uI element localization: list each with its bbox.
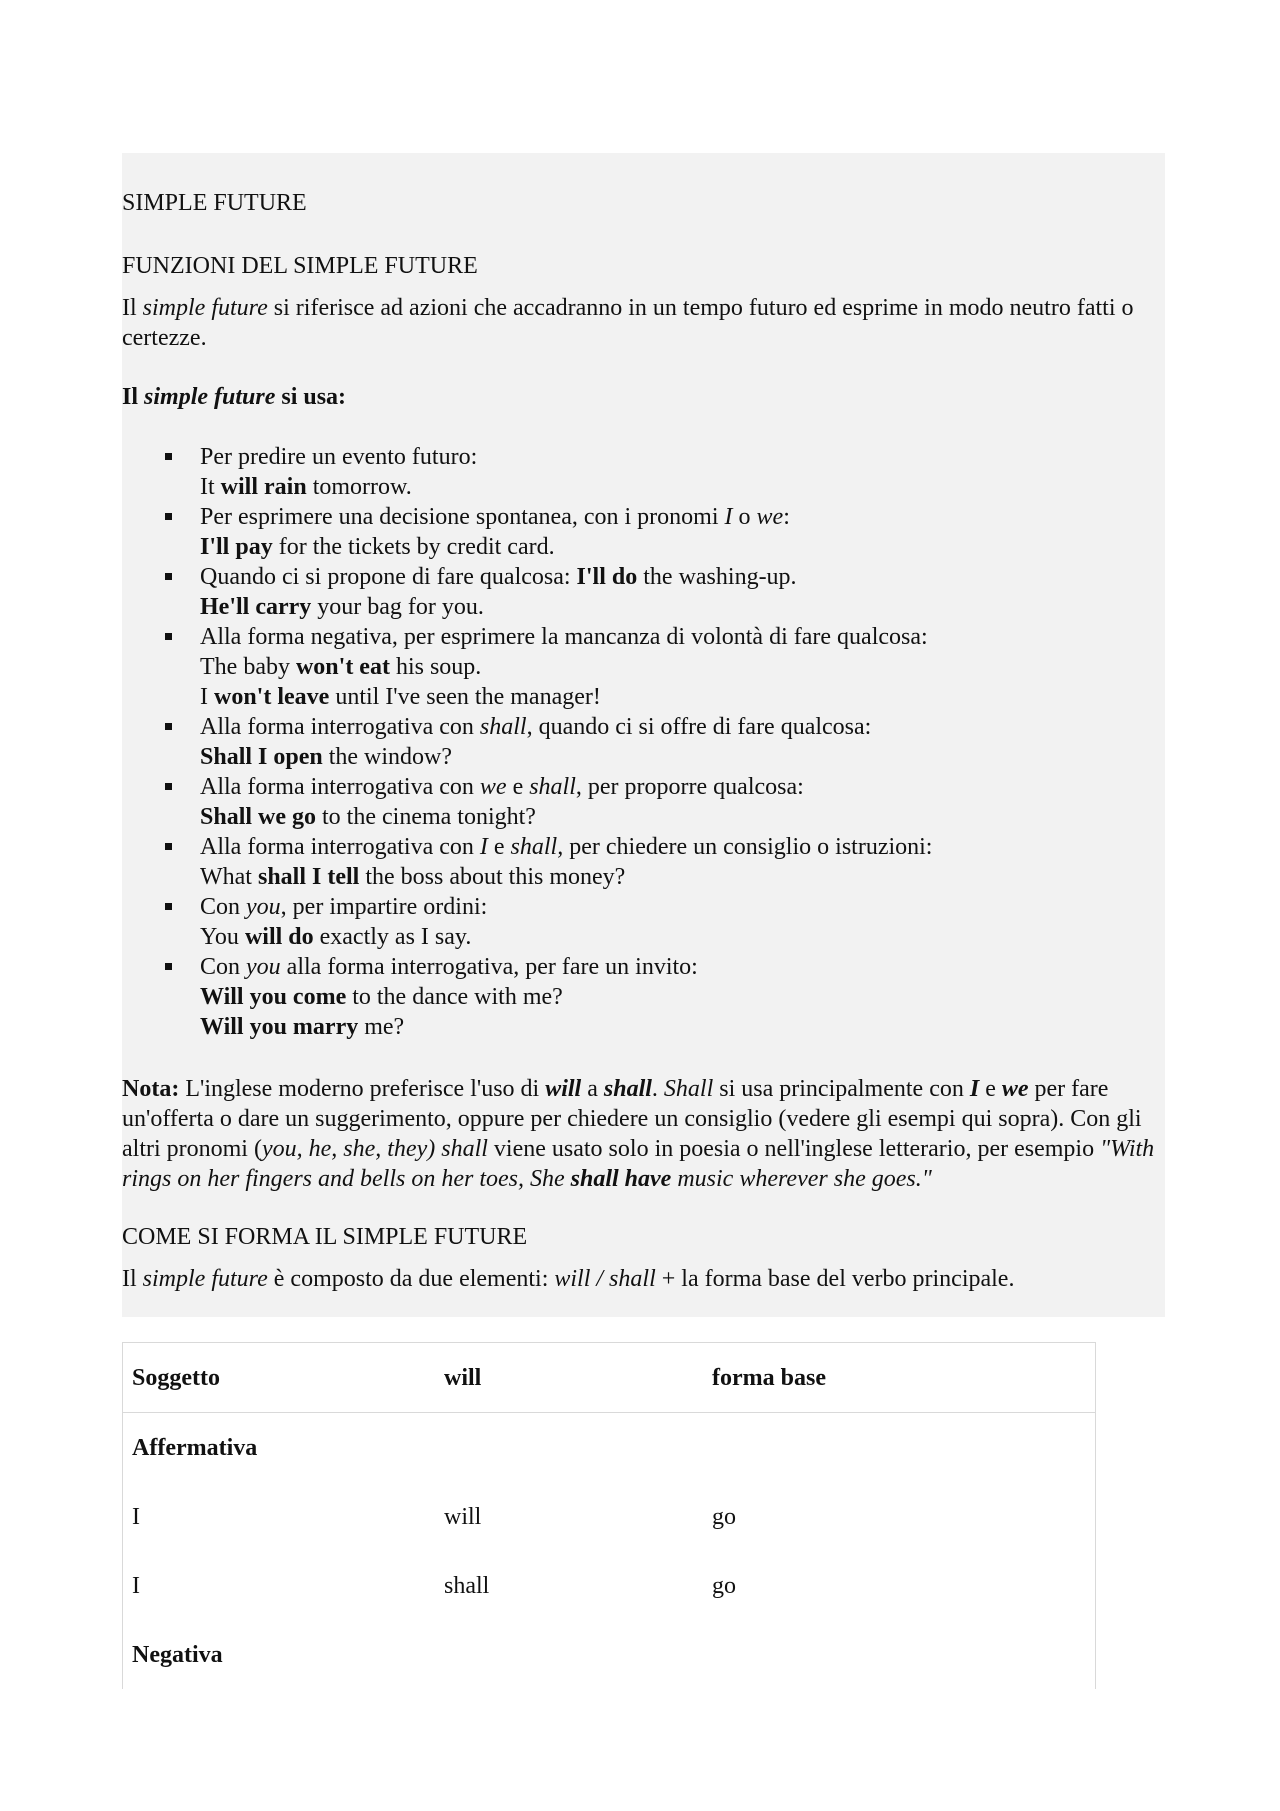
text-run: shall have — [570, 1166, 672, 1192]
form-paragraph — [122, 1264, 1162, 1294]
uses-heading — [122, 382, 1162, 412]
section-label: Negativa — [132, 1641, 223, 1668]
intro-paragraph — [122, 293, 1162, 353]
page-title: SIMPLE FUTURE — [122, 190, 307, 216]
list-item — [122, 712, 1162, 772]
example-sentence — [200, 802, 1162, 832]
use-label — [200, 832, 1162, 862]
text-run: per chiedere un consiglio o istruzioni: — [563, 834, 933, 860]
text-run: si usa principalmente con — [713, 1076, 970, 1102]
text-run: I — [969, 1076, 980, 1102]
text-run: until I've seen the manager! — [329, 684, 601, 710]
text-run: Con — [200, 954, 247, 980]
text-run: to the cinema tonight? — [316, 804, 536, 830]
text-run: + la forma base del verbo principale. — [655, 1266, 1015, 1292]
table-cell: go — [712, 1503, 736, 1530]
text-run: Alla forma interrogativa con — [200, 774, 480, 800]
text-run: Alla forma interrogativa con — [200, 714, 480, 740]
text-run: exactly as I say. — [313, 924, 472, 950]
use-label — [200, 892, 1162, 922]
text-run: you, he, she, they) — [261, 1136, 436, 1162]
text-run: I'll pay — [200, 534, 273, 560]
example-sentence — [200, 652, 1162, 682]
text-run: Con — [200, 894, 247, 920]
text-run: for the tickets by credit card. — [272, 534, 555, 560]
example-sentence — [200, 472, 1162, 502]
table-header-row — [123, 1343, 1096, 1413]
text-run: e — [979, 1076, 1002, 1102]
list-item — [122, 832, 1162, 892]
text-run: I — [479, 834, 488, 860]
table-row — [123, 1551, 1096, 1620]
table-row — [123, 1482, 1096, 1551]
text-run: to the dance with me? — [346, 984, 563, 1010]
text-run: shall I tell — [257, 864, 360, 890]
text-run: e — [487, 834, 511, 860]
text-run: You — [200, 924, 245, 950]
text-run: will — [545, 1076, 582, 1102]
column-header: Soggetto — [123, 1343, 436, 1413]
text-run: per fare un'offerta o dare un suggerimento, oppure per chiedere un consiglio (vedere gli esempi qui sopra). Con gli altri pronomi ( — [122, 1076, 1142, 1162]
text-run: you — [246, 894, 281, 920]
section-heading-functions: FUNZIONI DEL SIMPLE FUTURE — [122, 253, 478, 279]
text-run: Il — [122, 384, 145, 410]
text-run: simple future — [142, 1266, 268, 1292]
text-run: shall — [529, 774, 576, 800]
text-run: He'll carry — [200, 594, 312, 620]
example-sentence — [200, 742, 1162, 772]
text-run: si usa: — [275, 384, 347, 410]
text-run: your bag for you. — [311, 594, 484, 620]
table-row — [123, 1413, 1096, 1483]
text-run: a — [581, 1076, 604, 1102]
table-cell: go — [712, 1572, 736, 1599]
uses-list — [122, 442, 1162, 1042]
text-run: : — [783, 504, 790, 530]
example-sentence — [200, 592, 1162, 622]
list-item — [122, 502, 1162, 562]
text-run: will rain — [220, 474, 307, 500]
text-run: Shall we go — [200, 804, 317, 830]
use-label — [200, 952, 1162, 982]
text-run: Will you come — [200, 984, 347, 1010]
use-label — [200, 772, 1162, 802]
example-sentence — [200, 982, 1162, 1012]
text-run: , per impartire ordini: — [280, 894, 488, 920]
note-paragraph — [122, 1074, 1162, 1194]
text-run: we — [756, 504, 784, 530]
table-cell: I — [132, 1503, 140, 1530]
text-run: will / shall — [554, 1266, 656, 1292]
text-run: I'll do — [576, 564, 638, 590]
list-item — [122, 622, 1162, 712]
list-item — [122, 442, 1162, 502]
table-cell: I — [132, 1572, 140, 1599]
example-sentence — [200, 532, 1162, 562]
text-run: shall, — [510, 834, 564, 860]
text-run: Quando ci si propone di fare qualcosa: — [200, 564, 577, 590]
example-sentence — [200, 922, 1162, 952]
use-label — [200, 442, 1162, 472]
text-run: è composto da due elementi: — [267, 1266, 555, 1292]
text-run: Il — [122, 295, 143, 321]
text-run: shall — [441, 1136, 488, 1162]
example-sentence — [200, 1012, 1162, 1042]
list-item — [122, 952, 1162, 1042]
section-heading-form: COME SI FORMA IL SIMPLE FUTURE — [122, 1224, 528, 1250]
text-run: Shall I open — [200, 744, 323, 770]
use-label — [200, 502, 1162, 532]
text-run: Il — [122, 1266, 143, 1292]
section-label: Affermativa — [132, 1434, 258, 1461]
text-run: won't leave — [214, 684, 330, 710]
text-run: Will you marry — [200, 1014, 359, 1040]
text-run: the washing-up. — [637, 564, 797, 590]
text-run: The baby — [200, 654, 296, 680]
text-run: What — [200, 864, 258, 890]
text-run: me? — [358, 1014, 405, 1040]
list-item — [122, 772, 1162, 832]
text-run: e — [506, 774, 530, 800]
text-run: simple future — [142, 295, 268, 321]
text-run: alla forma interrogativa, per fare un invito: — [280, 954, 698, 980]
text-run: Nota: — [122, 1076, 180, 1102]
text-run: I — [200, 684, 214, 710]
text-run: tomorrow. — [306, 474, 412, 500]
list-item — [122, 562, 1162, 622]
column-header: will — [435, 1343, 703, 1413]
text-run: the boss about this money? — [359, 864, 626, 890]
text-run: his soup. — [389, 654, 482, 680]
table-cell: will — [444, 1503, 482, 1530]
document-body — [122, 188, 1162, 1294]
text-run: shall — [603, 1076, 652, 1102]
text-run: . — [651, 1076, 664, 1102]
table-row — [123, 1620, 1096, 1689]
example-sentence — [200, 862, 1162, 892]
list-item — [122, 892, 1162, 952]
use-label — [200, 622, 1162, 652]
text-run: "With rings on her fingers and bells on her toes, She — [122, 1136, 1155, 1192]
text-run: It — [200, 474, 221, 500]
example-sentence — [200, 682, 1162, 712]
text-run: you — [246, 954, 281, 980]
text-run: Per esprimere una decisione spontanea, con i pronomi — [200, 504, 725, 530]
text-run: Per predire un evento futuro: — [200, 444, 478, 470]
text-run: will do — [244, 924, 314, 950]
text-run: music wherever she goes." — [671, 1166, 932, 1192]
text-run: shall — [479, 714, 527, 740]
text-run: simple future — [144, 384, 276, 410]
text-run: we — [479, 774, 507, 800]
text-run: si riferisce ad azioni che accadranno in un tempo futuro ed esprime in modo neutro fatti o certezze. — [122, 295, 1134, 351]
text-run: L'inglese moderno preferisce l'uso di — [179, 1076, 546, 1102]
text-run: the window? — [322, 744, 453, 770]
text-run: , quando ci si offre di fare qualcosa: — [526, 714, 872, 740]
use-label — [200, 712, 1162, 742]
column-header: forma base — [703, 1343, 1096, 1413]
text-run: I — [724, 504, 733, 530]
text-run: we — [1001, 1076, 1029, 1102]
text-run: viene usato solo in poesia o nell'inglese letterario, per esempio — [487, 1136, 1101, 1162]
use-label — [200, 562, 1162, 592]
text-run: o — [732, 504, 757, 530]
table-cell: shall — [444, 1572, 490, 1599]
text-run: , per proporre qualcosa: — [575, 774, 804, 800]
text-run: Alla forma negativa, per esprimere la mancanza di volontà di fare qualcosa: — [200, 624, 928, 650]
text-run: Alla forma interrogativa con — [200, 834, 480, 860]
text-run: won't eat — [295, 654, 390, 680]
conjugation-table — [122, 1342, 1096, 1689]
text-run: Shall — [663, 1076, 714, 1102]
